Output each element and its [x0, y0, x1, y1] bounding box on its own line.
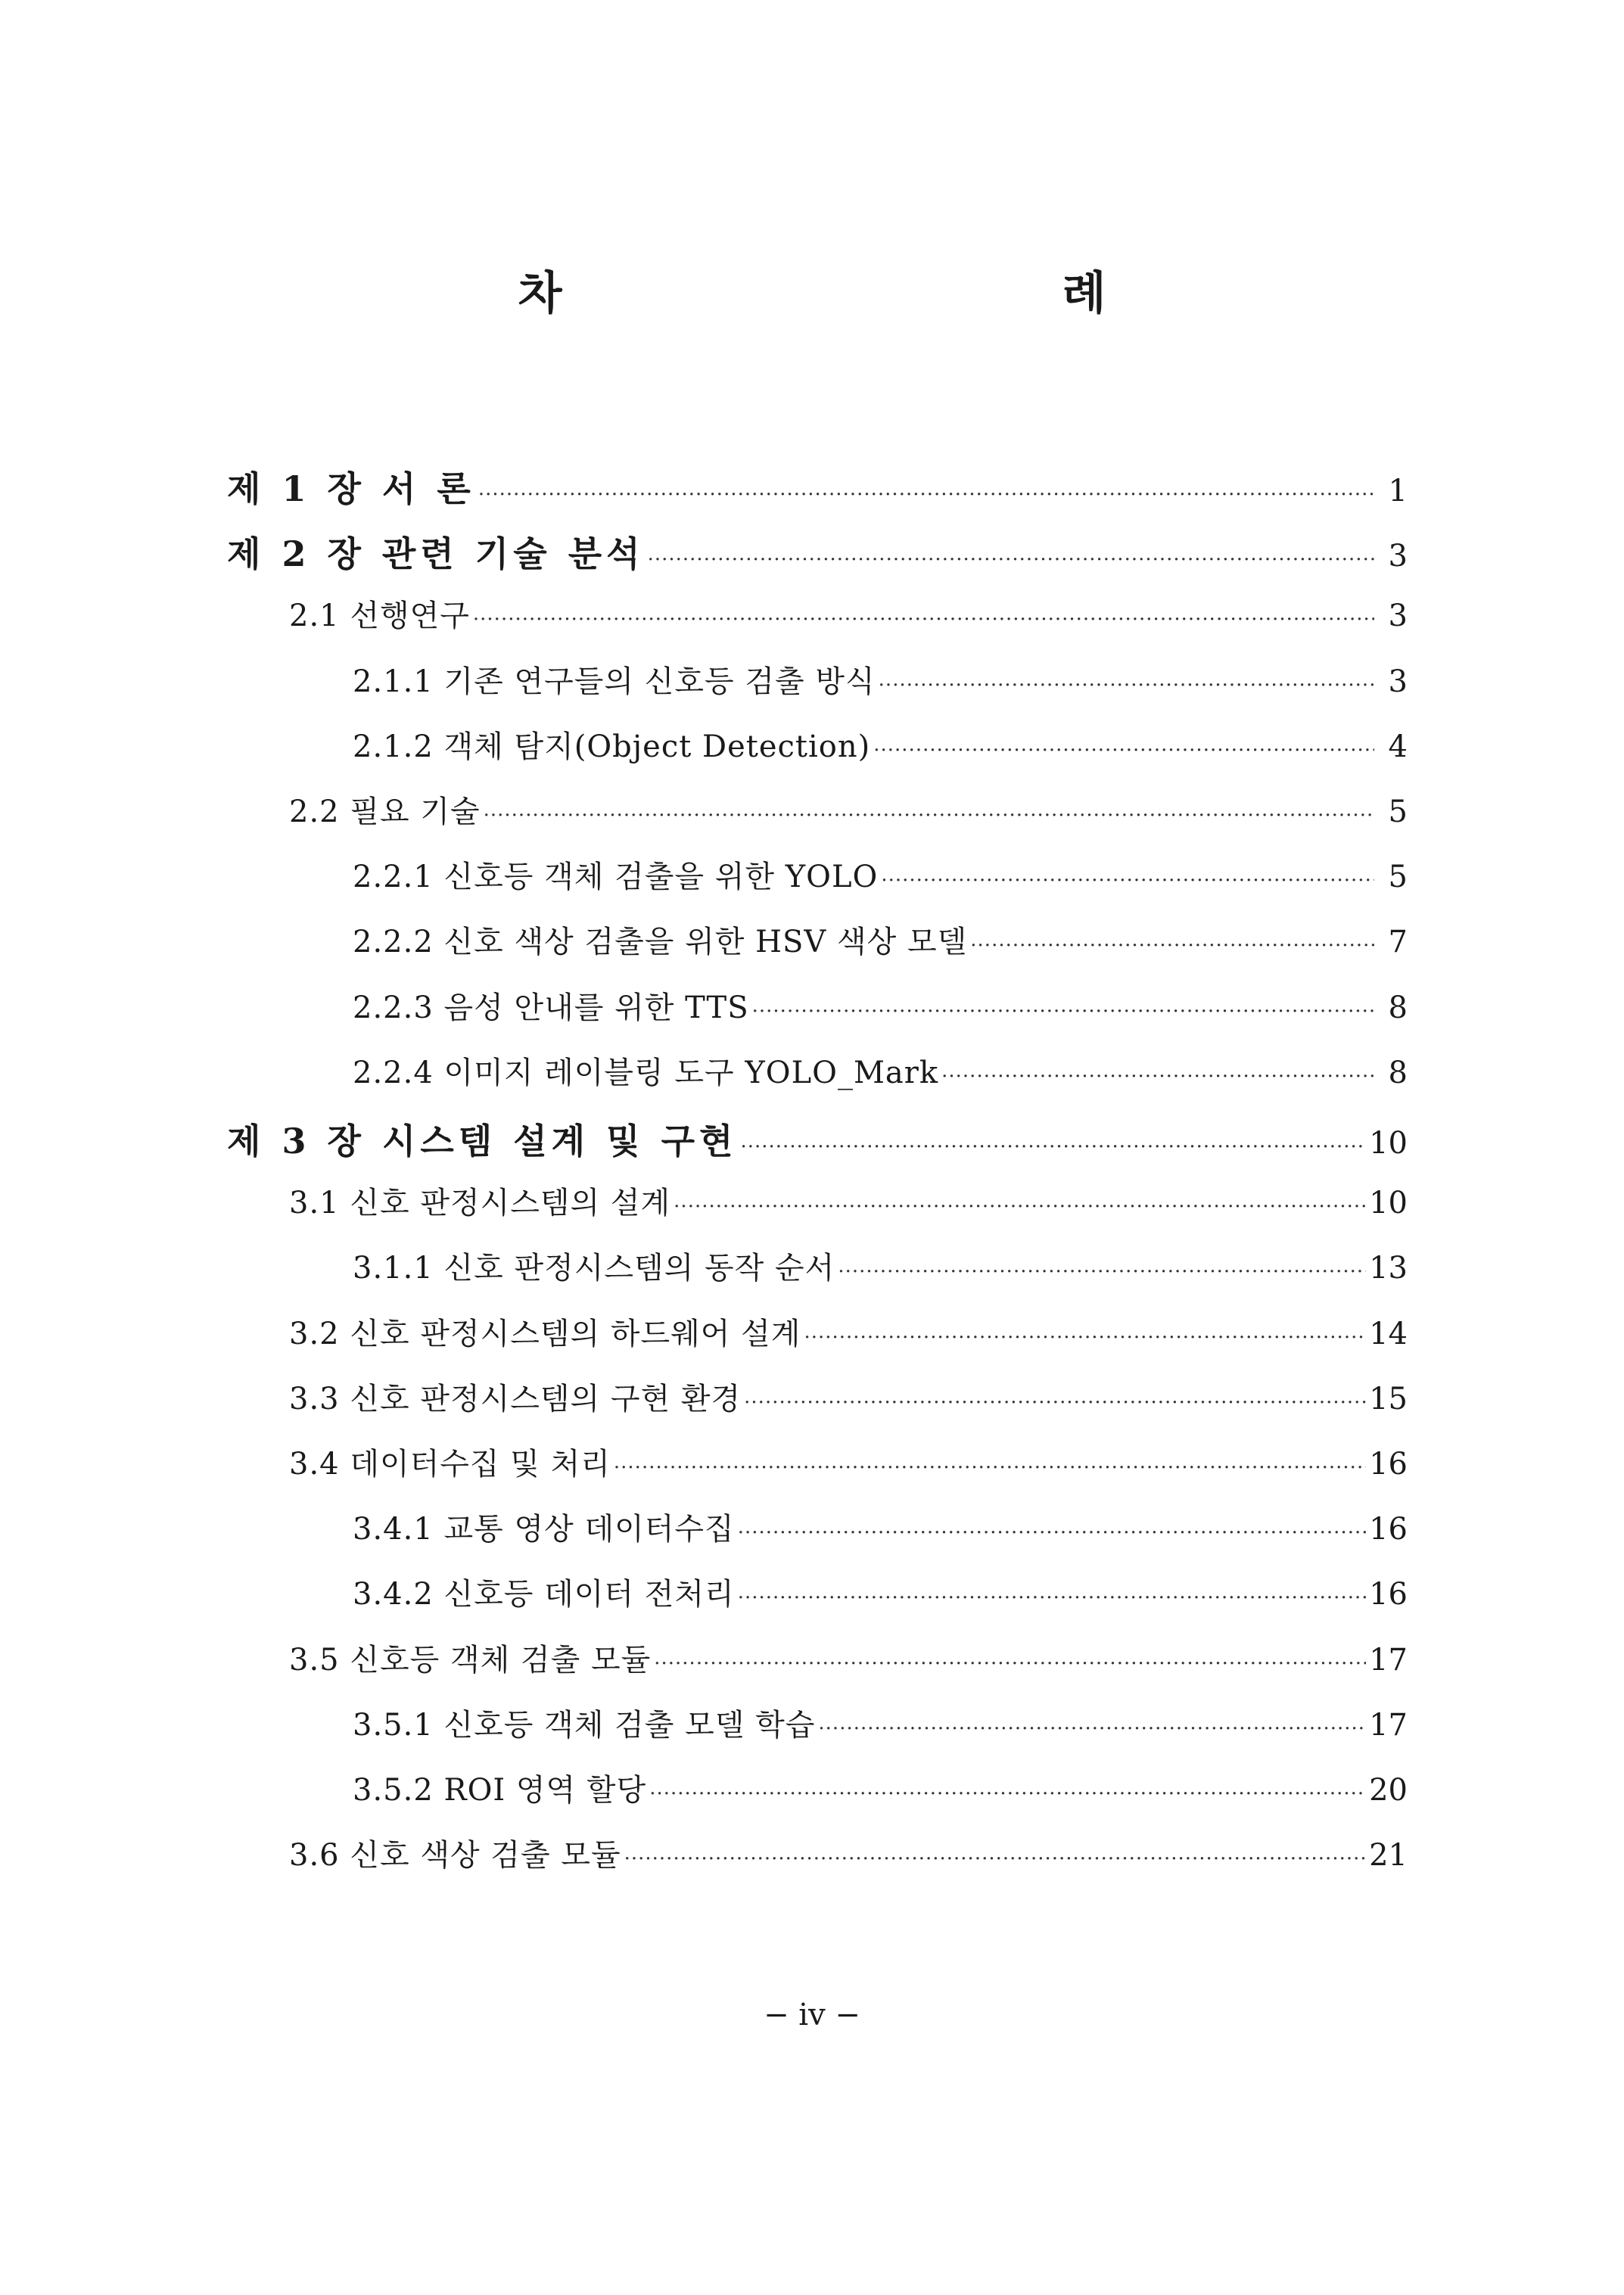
toc-entry-page: 3: [1388, 664, 1408, 699]
dot-leader: [873, 739, 1374, 762]
dot-leader: [648, 549, 1374, 571]
toc-entry[interactable]: [227, 1766, 1408, 1809]
toc-entry[interactable]: [227, 658, 1408, 701]
toc-entry-page: 1: [1388, 474, 1408, 508]
toc-entry-page: 8: [1388, 1055, 1408, 1090]
toc-entry-page: 5: [1388, 795, 1408, 829]
toc-entry[interactable]: [227, 1179, 1408, 1222]
dot-leader: [804, 1326, 1366, 1349]
toc-entry[interactable]: [227, 788, 1408, 831]
toc-entry-title: 2.2.1 신호등 객체 검출을 위한 YOLO: [353, 860, 879, 895]
toc-entry[interactable]: [227, 1114, 1408, 1164]
toc-entry-title: 2.1.1 기존 연구들의 신호등 검출 방식: [353, 664, 876, 699]
dot-leader: [738, 1522, 1366, 1544]
toc-entry-page: 17: [1369, 1642, 1408, 1678]
toc-entry[interactable]: [227, 527, 1408, 577]
toc-entry-title: 3.5.2 ROI 영역 할당: [353, 1773, 647, 1808]
toc-entry-title: 3.5 신호등 객체 검출 모듈: [289, 1642, 652, 1678]
toc-entry-page: 8: [1388, 990, 1408, 1025]
dot-leader: [478, 484, 1374, 506]
toc-entry[interactable]: [227, 1244, 1408, 1287]
dot-leader: [740, 1136, 1366, 1158]
toc-entry-title: 제 3 장 시스템 설계 및 구현: [227, 1121, 738, 1161]
toc-entry-page: 17: [1369, 1707, 1408, 1743]
toc-entry-title: 2.2.3 음성 안내를 위한 TTS: [353, 990, 749, 1025]
toc-entry-title: 2.2.2 신호 색상 검출을 위한 HSV 색상 모델: [353, 925, 968, 960]
toc-entry[interactable]: [227, 1831, 1408, 1874]
dot-leader: [818, 1718, 1366, 1740]
toc-entry-title: 3.6 신호 색상 검출 모듈: [289, 1838, 621, 1874]
toc-entry-title: 3.4.2 신호등 데이터 전처리: [353, 1577, 735, 1612]
dot-leader: [674, 1196, 1366, 1218]
toc-entry-page: 14: [1369, 1316, 1408, 1351]
toc-entry-page: 15: [1369, 1381, 1408, 1416]
toc-entry-title: 3.5.1 신호등 객체 검출 모델 학습: [353, 1707, 816, 1743]
toc-entry[interactable]: [227, 853, 1408, 896]
toc-entry-title: 제 2 장 관련 기술 분석: [227, 533, 645, 575]
dot-leader: [738, 1587, 1366, 1609]
toc-entry[interactable]: [227, 1505, 1408, 1548]
dot-leader: [614, 1457, 1366, 1479]
toc-entry[interactable]: [227, 1375, 1408, 1418]
toc-entry-page: 16: [1369, 1577, 1408, 1612]
toc-entry-title: 2.2.4 이미지 레이블링 도구 YOLO_Mark: [353, 1055, 939, 1090]
toc-entry[interactable]: [227, 1636, 1408, 1679]
toc-entry[interactable]: [227, 723, 1408, 766]
toc-entry[interactable]: [227, 462, 1408, 512]
toc-entry-title: 3.3 신호 판정시스템의 구현 환경: [289, 1381, 742, 1416]
toc-entry-page: 5: [1388, 860, 1408, 895]
toc-entry-title: 3.1.1 신호 판정시스템의 동작 순서: [353, 1251, 835, 1286]
toc-entry-page: 3: [1388, 539, 1408, 574]
toc-entry-title: 3.4 데이터수집 및 처리: [289, 1447, 611, 1482]
toc-entry-page: 20: [1369, 1773, 1408, 1808]
dot-leader: [879, 674, 1374, 697]
toc-entry-title: 3.1 신호 판정시스템의 설계: [289, 1186, 671, 1221]
toc-entry[interactable]: [227, 1440, 1408, 1483]
toc-entry[interactable]: [227, 1310, 1408, 1353]
dot-leader: [970, 934, 1374, 957]
toc-entry-page: 16: [1369, 1447, 1408, 1482]
toc-entry-page: 7: [1388, 925, 1408, 960]
dot-leader: [484, 804, 1374, 827]
dot-leader: [752, 1000, 1374, 1023]
toc-entry-page: 3: [1388, 599, 1408, 634]
toc-entry-title: 2.2 필요 기술: [289, 795, 481, 829]
dot-leader: [838, 1261, 1366, 1283]
toc-entry-title: 2.1.2 객체 탐지(Object Detection): [353, 729, 871, 764]
toc-entry-title: 제 1 장 서 론: [227, 468, 475, 509]
toc-entry[interactable]: [227, 592, 1408, 635]
dot-leader: [473, 608, 1374, 631]
page-title: 차 례: [518, 267, 1349, 320]
dot-leader: [941, 1065, 1374, 1088]
toc-entry-page: 10: [1369, 1186, 1408, 1221]
toc-entry[interactable]: [227, 984, 1408, 1027]
dot-leader: [649, 1783, 1366, 1805]
dot-leader: [654, 1653, 1366, 1675]
toc-entry-title: 3.2 신호 판정시스템의 하드웨어 설계: [289, 1316, 801, 1351]
toc-entry[interactable]: [227, 1570, 1408, 1613]
dot-leader: [624, 1848, 1367, 1871]
toc-entry[interactable]: [227, 1701, 1408, 1744]
toc-entry-page: 4: [1388, 729, 1408, 764]
toc-entry[interactable]: [227, 918, 1408, 961]
toc-entry-title: 3.4.1 교통 영상 데이터수집: [353, 1512, 735, 1547]
toc-entry-page: 10: [1369, 1126, 1408, 1161]
dot-leader: [744, 1392, 1366, 1414]
dot-leader: [881, 869, 1374, 892]
toc-entry-page: 16: [1369, 1512, 1408, 1547]
toc-entry-page: 21: [1369, 1838, 1408, 1874]
toc-entry-title: 2.1 선행연구: [289, 599, 470, 634]
page-number: − iv −: [764, 1998, 860, 2032]
toc-entry-page: 13: [1369, 1251, 1408, 1286]
toc-entry[interactable]: [227, 1049, 1408, 1092]
